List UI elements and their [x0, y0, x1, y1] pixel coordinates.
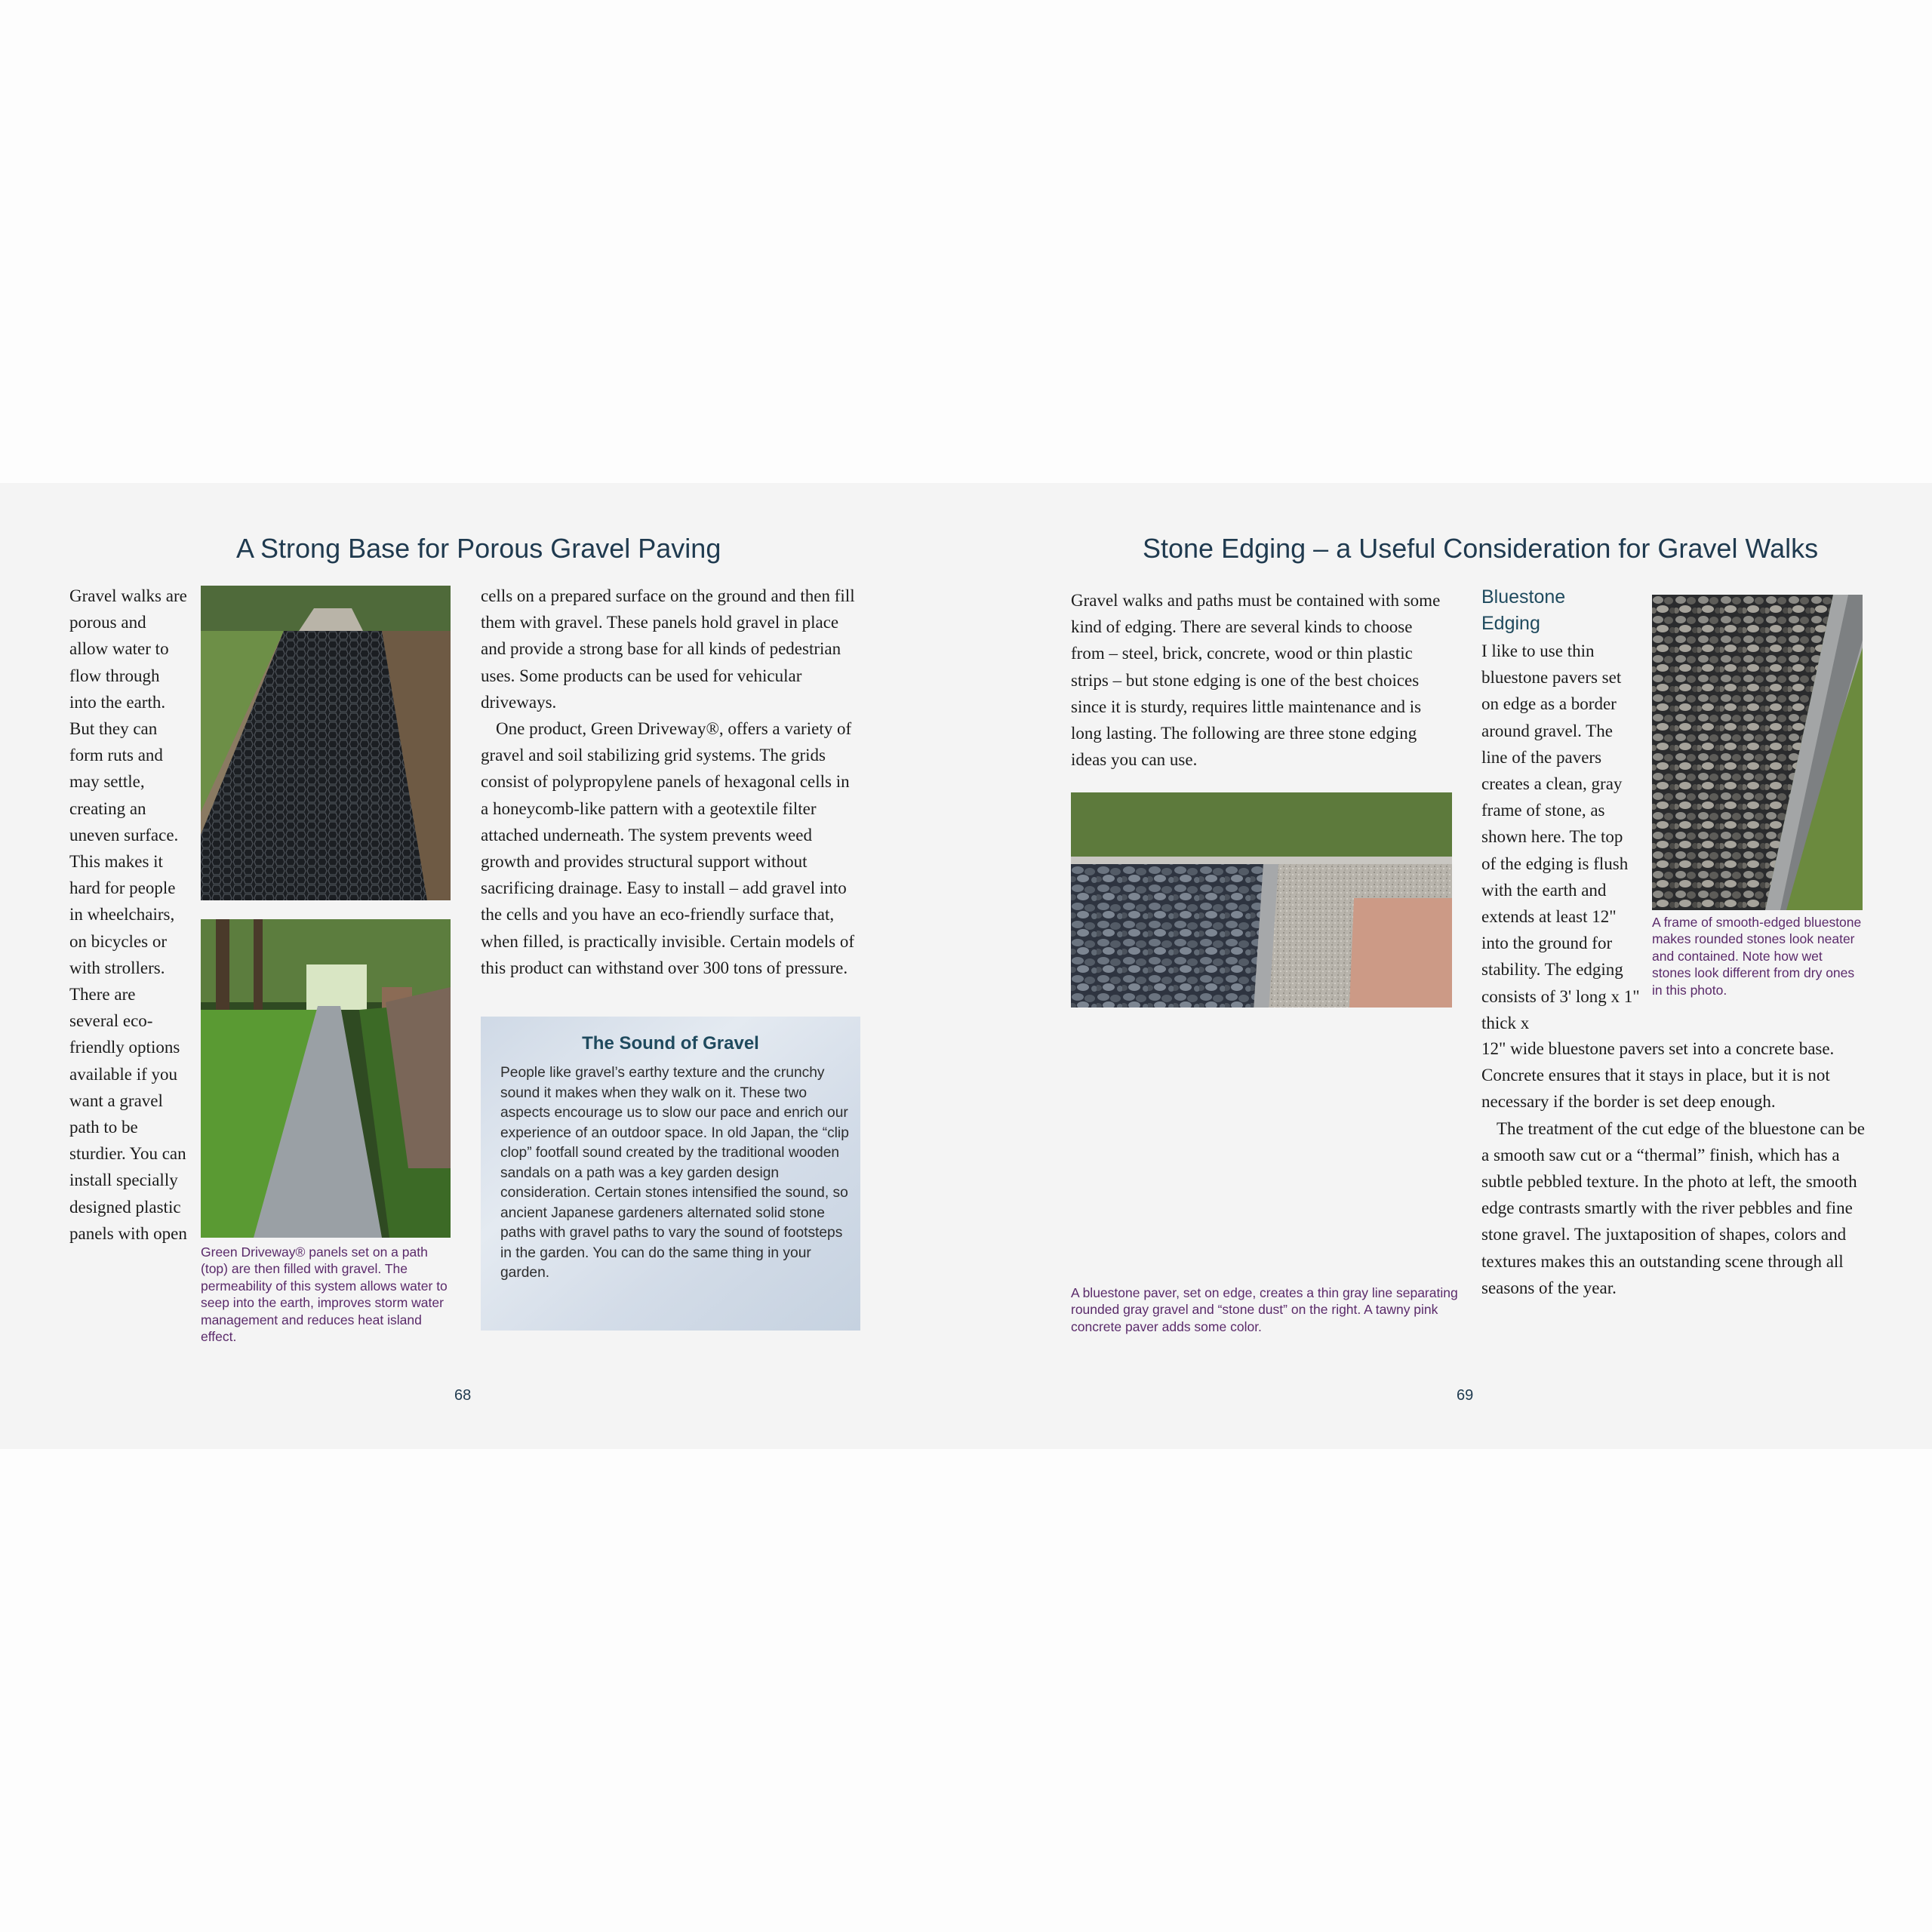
driveway-panels-photo — [201, 586, 451, 900]
intro-text: Gravel walks and paths must be contained with some kind of edging. There are several kinds to choose from – steel, brick, concrete, wood or thin plastic strips – but stone edging is one of the best choices since it is sturdy, requires little maintenance and is long lasting. The following are three stone edging ideas you can use. — [1071, 591, 1441, 770]
left-column-text: Gravel walks are porous and allow water to flow through into the earth. But they can form ruts and may settle, creating an uneven surface. This makes it hard for people in wheelchairs, on bicycles or with strollers. There are several eco-friendly options available if you want a gravel path to be sturdier. You can install specially designed plastic panels with open — [69, 586, 187, 1243]
middle-column-text — [481, 583, 858, 981]
bluestone-text-narrow: I like to use thin bluestone pavers set on edge as a border around gravel. The line of the pavers creates a clean, gray frame of stone, as shown here. The top of the edging is flush with the earth and extends at least 12" into the ground for stability. The edging consists of 3' long x 1" thick x — [1481, 641, 1640, 1032]
sidebar-title: The Sound of Gravel — [582, 1033, 759, 1054]
bluestone-gravel-photo — [1071, 792, 1452, 1008]
sound-of-gravel-sidebar — [481, 1017, 860, 1331]
pebble-frame-photo — [1652, 595, 1863, 910]
sidebar-text: People like gravel’s earthy texture and the crunchy sound it makes when they walk on it. These two aspects encourage us to slow our pace and enrich our experience of an outdoor space. In old Japan, the “clip clop” footfall sound created by the traditional wooden sandals on a path was a key garden design consideration. Certain stones intensified the sound, so ancient Japanese gardeners alternated solid stone paths with gravel paths to vary the sound of footsteps in the garden. You can do the same thing in your garden. — [500, 1065, 849, 1281]
bluestone-text-wide — [1481, 1035, 1874, 1301]
middle-column-paragraph-2: One product, Green Driveway®, offers a variety of gravel and soil stabilizing grid systems. The grids consist of polypropylene panels of hexagonal cells in a honeycomb-like pattern with a geotextile filter attached underneath. The system prevents weed growth and provides structural support without sacrificing drainage. Easy to install – add gravel into the cells and you have an eco-friendly surface that, when filled, is practically invisible. Certain models of this product can withstand over 300 tons of pressure. — [481, 719, 855, 977]
pebble-photo-caption: A frame of smooth-edged bluestone makes rounded stones look neater and contained. Note how wet stones look different from dry ones in this photo. — [1652, 915, 1862, 998]
bluestone-edging-subheading: Bluestone Edging — [1481, 586, 1566, 634]
bluestone-photo-caption: A bluestone paver, set on edge, creates a thin gray line separating rounded gray gravel and “stone dust” on the right. A tawny pink concrete paver adds some color. — [1071, 1285, 1458, 1334]
book-spread — [0, 483, 1932, 1449]
bluestone-paragraph-1-end: 12" wide bluestone pavers set into a concrete base. Concrete ensures that it stays in place, but it is not necessary if the border is set deep enough. — [1481, 1039, 1835, 1112]
left-page — [0, 483, 966, 1449]
gravel-path-photo — [201, 919, 451, 1238]
left-page-heading: A Strong Base for Porous Gravel Paving — [236, 533, 721, 564]
bluestone-paragraph-2: The treatment of the cut edge of the bluestone can be a smooth saw cut or a “thermal” finish, which has a subtle pebbled texture. In the photo at left, the smooth edge contrasts smartly with the river pebbles and fine stone gravel. The juxtaposition of shapes, colors and textures makes this an outstanding scene through all seasons of the year. — [1481, 1118, 1865, 1297]
driveway-photo-caption: Green Driveway® panels set on a path (top) are then filled with gravel. The permeability of this system allows water to seep into the earth, improves storm water management and reduces heat island effect. — [201, 1244, 448, 1345]
middle-column-paragraph-1: cells on a prepared surface on the ground and then fill them with gravel. These panels hold gravel in place and provide a strong base for all kinds of pedestrian uses. Some products can be used for vehicular driveways. — [481, 586, 855, 712]
right-page — [966, 483, 1932, 1449]
right-page-number: 69 — [1457, 1387, 1474, 1404]
left-page-number: 68 — [454, 1387, 472, 1404]
right-page-heading: Stone Edging – a Useful Consideration for Gravel Walks — [1143, 533, 1819, 564]
